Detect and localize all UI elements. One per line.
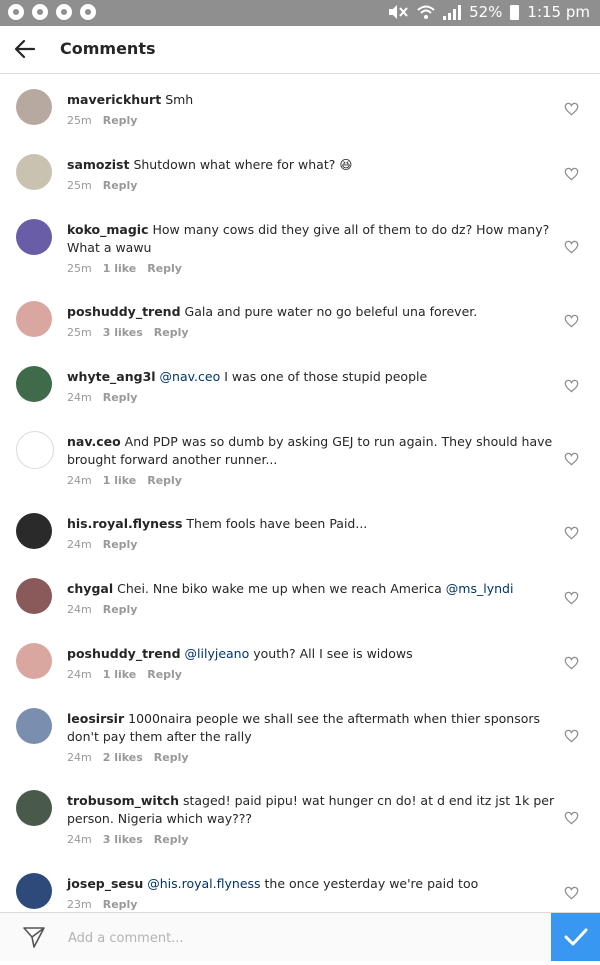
check-icon — [551, 913, 600, 961]
comment-like-count[interactable]: 1 like — [102, 474, 137, 487]
comment-time: 23m — [67, 898, 92, 911]
comment-meta — [67, 538, 137, 551]
heart-icon[interactable] — [564, 526, 579, 540]
avatar[interactable] — [16, 708, 52, 744]
comment-meta — [67, 833, 189, 846]
comment-text — [67, 875, 557, 893]
comment-text — [67, 303, 557, 321]
reply-button[interactable]: Reply — [102, 898, 138, 911]
reply-button[interactable]: Reply — [153, 833, 189, 846]
comment-time: 25m — [67, 114, 92, 127]
heart-icon[interactable] — [564, 452, 579, 466]
status-notifications — [8, 4, 96, 20]
comment-meta — [67, 474, 182, 487]
avatar[interactable] — [16, 643, 52, 679]
notification-icon — [56, 4, 72, 20]
comment-body: staged! paid pipu! wat hunger cn do! at d end itz jst 1k per person. Nigeria which way??? — [67, 793, 555, 826]
post-comment-button[interactable] — [551, 913, 600, 961]
heart-icon[interactable] — [564, 314, 579, 328]
status-bar — [0, 0, 600, 26]
comment-username[interactable]: trobusom_witch — [67, 793, 179, 808]
battery-percent: 52% — [469, 3, 503, 21]
heart-icon[interactable] — [564, 656, 579, 670]
comment-time: 24m — [67, 391, 92, 404]
comment-username[interactable]: leosirsir — [67, 711, 125, 726]
comment-username[interactable]: whyte_ang3l — [67, 369, 156, 384]
comment-time: 25m — [67, 179, 92, 192]
comment-text — [67, 515, 557, 533]
avatar[interactable] — [16, 873, 52, 909]
heart-icon[interactable] — [564, 240, 579, 254]
arrow-left-icon[interactable] — [12, 36, 38, 62]
avatar[interactable] — [16, 513, 52, 549]
comment-meta — [67, 751, 189, 764]
comment-text — [67, 580, 557, 598]
comment-body: Chei. Nne biko wake me up when we reach America — [117, 581, 446, 596]
comment-meta — [67, 326, 189, 339]
comment-text — [67, 91, 557, 109]
comment-username[interactable]: maverickhurt — [67, 92, 162, 107]
comment-time: 24m — [67, 474, 92, 487]
comment-composer — [0, 912, 600, 961]
comment-body: youth? All I see is widows — [249, 646, 413, 661]
mention-link[interactable]: @his.royal.flyness — [147, 876, 261, 891]
reply-button[interactable]: Reply — [147, 262, 182, 275]
battery-icon — [510, 5, 519, 20]
comment-body: How many cows did they give all of them to do dz? How many? What a wawu — [67, 222, 550, 255]
mention-link[interactable]: @ms_lyndi — [445, 581, 514, 596]
notification-icon — [8, 4, 24, 20]
comment-username[interactable]: nav.ceo — [67, 434, 121, 449]
comment-like-count[interactable]: 3 likes — [102, 833, 143, 846]
comment-meta — [67, 603, 137, 616]
avatar[interactable] — [16, 578, 52, 614]
comment-time: 24m — [67, 668, 92, 681]
send-icon[interactable] — [22, 925, 46, 949]
reply-button[interactable]: Reply — [153, 326, 189, 339]
reply-button[interactable]: Reply — [147, 474, 182, 487]
page-title: Comments — [60, 39, 156, 58]
heart-icon[interactable] — [564, 167, 579, 181]
heart-icon[interactable] — [564, 591, 579, 605]
heart-icon[interactable] — [564, 102, 579, 116]
comment-username[interactable]: his.royal.flyness — [67, 516, 183, 531]
comment-text — [67, 710, 557, 746]
mention-link[interactable]: @lilyjeano — [184, 646, 250, 661]
avatar[interactable] — [16, 366, 52, 402]
comment-time: 24m — [67, 538, 92, 551]
clock: 1:15 pm — [527, 3, 590, 21]
comment-text — [67, 433, 557, 469]
comment-like-count[interactable]: 3 likes — [102, 326, 143, 339]
comment-meta — [67, 179, 137, 192]
wifi-icon — [417, 4, 435, 20]
comment-body: 1000naira people we shall see the aftermath when thier sponsors don't pay them after the rally — [67, 711, 541, 744]
avatar[interactable] — [16, 219, 52, 255]
comment-like-count[interactable]: 1 like — [102, 668, 137, 681]
reply-button[interactable]: Reply — [102, 603, 138, 616]
reply-button[interactable]: Reply — [102, 114, 138, 127]
comment-meta — [67, 898, 137, 911]
heart-icon[interactable] — [564, 811, 579, 825]
notification-icon — [32, 4, 48, 20]
comment-body: Them fools have been Paid... — [186, 516, 368, 531]
comment-text — [67, 792, 557, 828]
comment-body: Shutdown what where for what? 😆 — [133, 157, 353, 172]
comment-body: And PDP was so dumb by asking GEJ to run again. They should have brought forward another runner... — [67, 434, 553, 467]
comment-body: the once yesterday we're paid too — [260, 876, 479, 891]
comment-text — [67, 645, 557, 663]
avatar[interactable] — [16, 154, 52, 190]
comment-input[interactable] — [66, 925, 540, 951]
notification-icon — [80, 4, 96, 20]
reply-button[interactable]: Reply — [153, 751, 189, 764]
comment-like-count[interactable]: 1 like — [102, 262, 137, 275]
comment-meta — [67, 114, 137, 127]
comment-body: I was one of those stupid people — [220, 369, 428, 384]
header — [0, 26, 600, 74]
comment-time: 25m — [67, 262, 92, 275]
comment-time: 24m — [67, 603, 92, 616]
comment-body: Gala and pure water no go beleful una forever. — [184, 304, 478, 319]
comment-like-count[interactable]: 2 likes — [102, 751, 143, 764]
avatar[interactable] — [16, 790, 52, 826]
comment-meta — [67, 391, 137, 404]
mention-link[interactable]: @nav.ceo — [159, 369, 221, 384]
comment-time: 24m — [67, 751, 92, 764]
comment-meta — [67, 668, 182, 681]
comment-text — [67, 221, 557, 257]
comment-time: 25m — [67, 326, 92, 339]
reply-button[interactable]: Reply — [102, 391, 138, 404]
signal-icon — [443, 4, 461, 20]
reply-button[interactable]: Reply — [147, 668, 182, 681]
comment-username[interactable]: koko_magic — [67, 222, 149, 237]
comment-username[interactable]: josep_sesu — [67, 876, 144, 891]
comment-text — [67, 368, 557, 386]
heart-icon[interactable] — [564, 729, 579, 743]
avatar[interactable] — [16, 89, 52, 125]
reply-button[interactable]: Reply — [102, 538, 138, 551]
comment-username[interactable]: chygal — [67, 581, 114, 596]
avatar[interactable] — [16, 301, 52, 337]
comment-username[interactable]: samozist — [67, 157, 130, 172]
comment-meta — [67, 262, 182, 275]
reply-button[interactable]: Reply — [102, 179, 138, 192]
mute-icon — [387, 4, 409, 20]
heart-icon[interactable] — [564, 886, 579, 900]
comment-username[interactable]: poshuddy_trend — [67, 646, 181, 661]
heart-icon[interactable] — [564, 379, 579, 393]
comment-body: Smh — [165, 92, 194, 107]
comment-time: 24m — [67, 833, 92, 846]
comment-text — [67, 156, 557, 174]
comment-username[interactable]: poshuddy_trend — [67, 304, 181, 319]
status-indicators — [387, 3, 590, 21]
avatar[interactable] — [16, 431, 54, 469]
